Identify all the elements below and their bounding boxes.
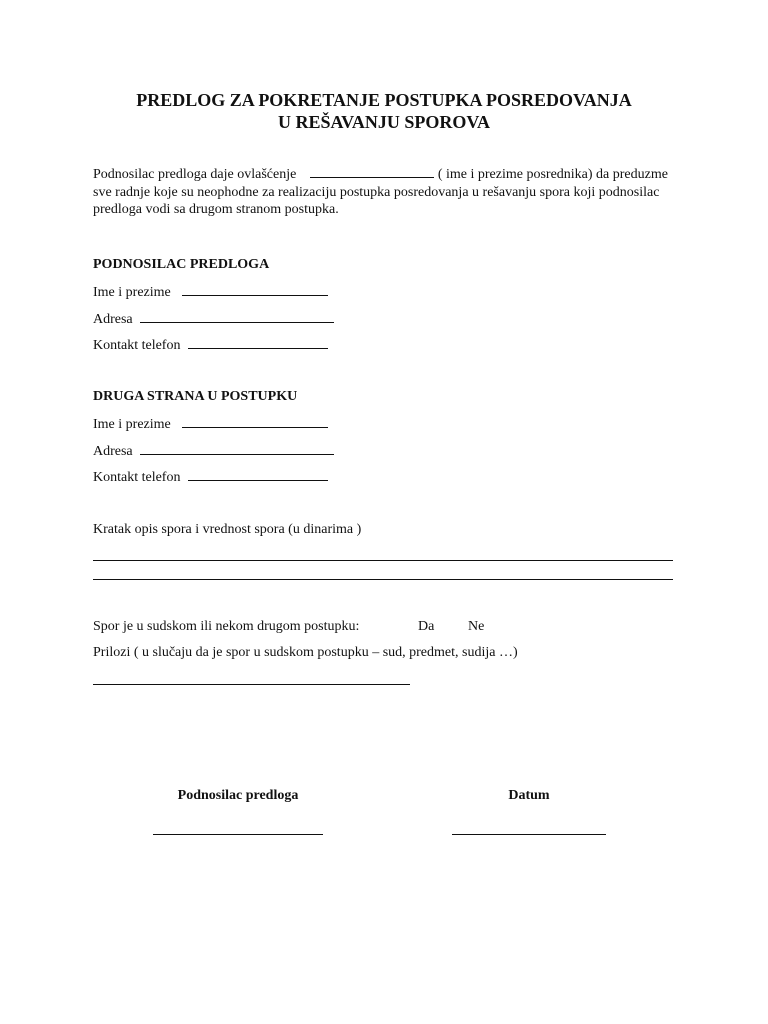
other-party-phone-row — [93, 468, 328, 486]
intro-paragraph — [93, 165, 683, 219]
applicant-address-field[interactable] — [140, 310, 334, 323]
attachments-field[interactable] — [93, 684, 410, 685]
document-title-line-2: U REŠAVANJU SPOROVA — [277, 112, 491, 132]
other-party-heading: DRUGA STRANA U POSTUPKU — [93, 389, 298, 404]
applicant-heading: PODNOSILAC PREDLOGA — [93, 257, 270, 272]
intro-text-end: ( ime i prezime posrednika) da preduzme sve radnje koje su neophodne za realizaciju postupka posredovanja u rešavanju spora koji podnosilac predloga vodi sa drugom stranom postupka. — [93, 167, 668, 217]
applicant-signature-field[interactable] — [153, 834, 323, 835]
other-party-address-field[interactable] — [140, 442, 334, 455]
other-party-address-row — [93, 442, 334, 460]
other-party-phone-label: Kontakt telefon — [93, 470, 181, 485]
applicant-address-label: Adresa — [93, 312, 133, 327]
other-party-address-label: Adresa — [93, 444, 133, 459]
dispute-description-label: Kratak opis spora i vrednost spora (u dinarima ) — [93, 522, 362, 537]
applicant-address-row — [93, 310, 334, 328]
other-party-phone-field[interactable] — [188, 468, 328, 481]
applicant-name-field[interactable] — [182, 283, 328, 296]
option-no[interactable]: Ne — [468, 619, 485, 634]
applicant-phone-label: Kontakt telefon — [93, 338, 181, 353]
attachments-label: Prilozi ( u slučaju da je spor u sudskom postupku – sud, predmet, sudija …) — [93, 645, 518, 660]
other-party-name-label: Ime i prezime — [93, 417, 171, 432]
document-title-line-1: PREDLOG ZA POKRETANJE POSTUPKA POSREDOVANJA — [136, 90, 632, 110]
applicant-name-label: Ime i prezime — [93, 285, 171, 300]
applicant-phone-row — [93, 336, 328, 354]
court-procedure-question: Spor je u sudskom ili nekom drugom postupku: — [93, 619, 360, 634]
mediator-name-field[interactable] — [310, 165, 434, 178]
option-yes[interactable]: Da — [418, 619, 435, 634]
applicant-phone-field[interactable] — [188, 336, 328, 349]
date-field[interactable] — [452, 834, 606, 835]
applicant-name-row — [93, 283, 328, 301]
applicant-signature-label: Podnosilac predloga — [177, 788, 299, 803]
date-label: Datum — [508, 788, 550, 803]
other-party-name-row — [93, 415, 328, 433]
intro-text-start: Podnosilac predloga daje ovlašćenje — [93, 167, 297, 182]
dispute-description-line-1[interactable] — [93, 560, 673, 561]
dispute-description-line-2[interactable] — [93, 579, 673, 580]
other-party-name-field[interactable] — [182, 415, 328, 428]
